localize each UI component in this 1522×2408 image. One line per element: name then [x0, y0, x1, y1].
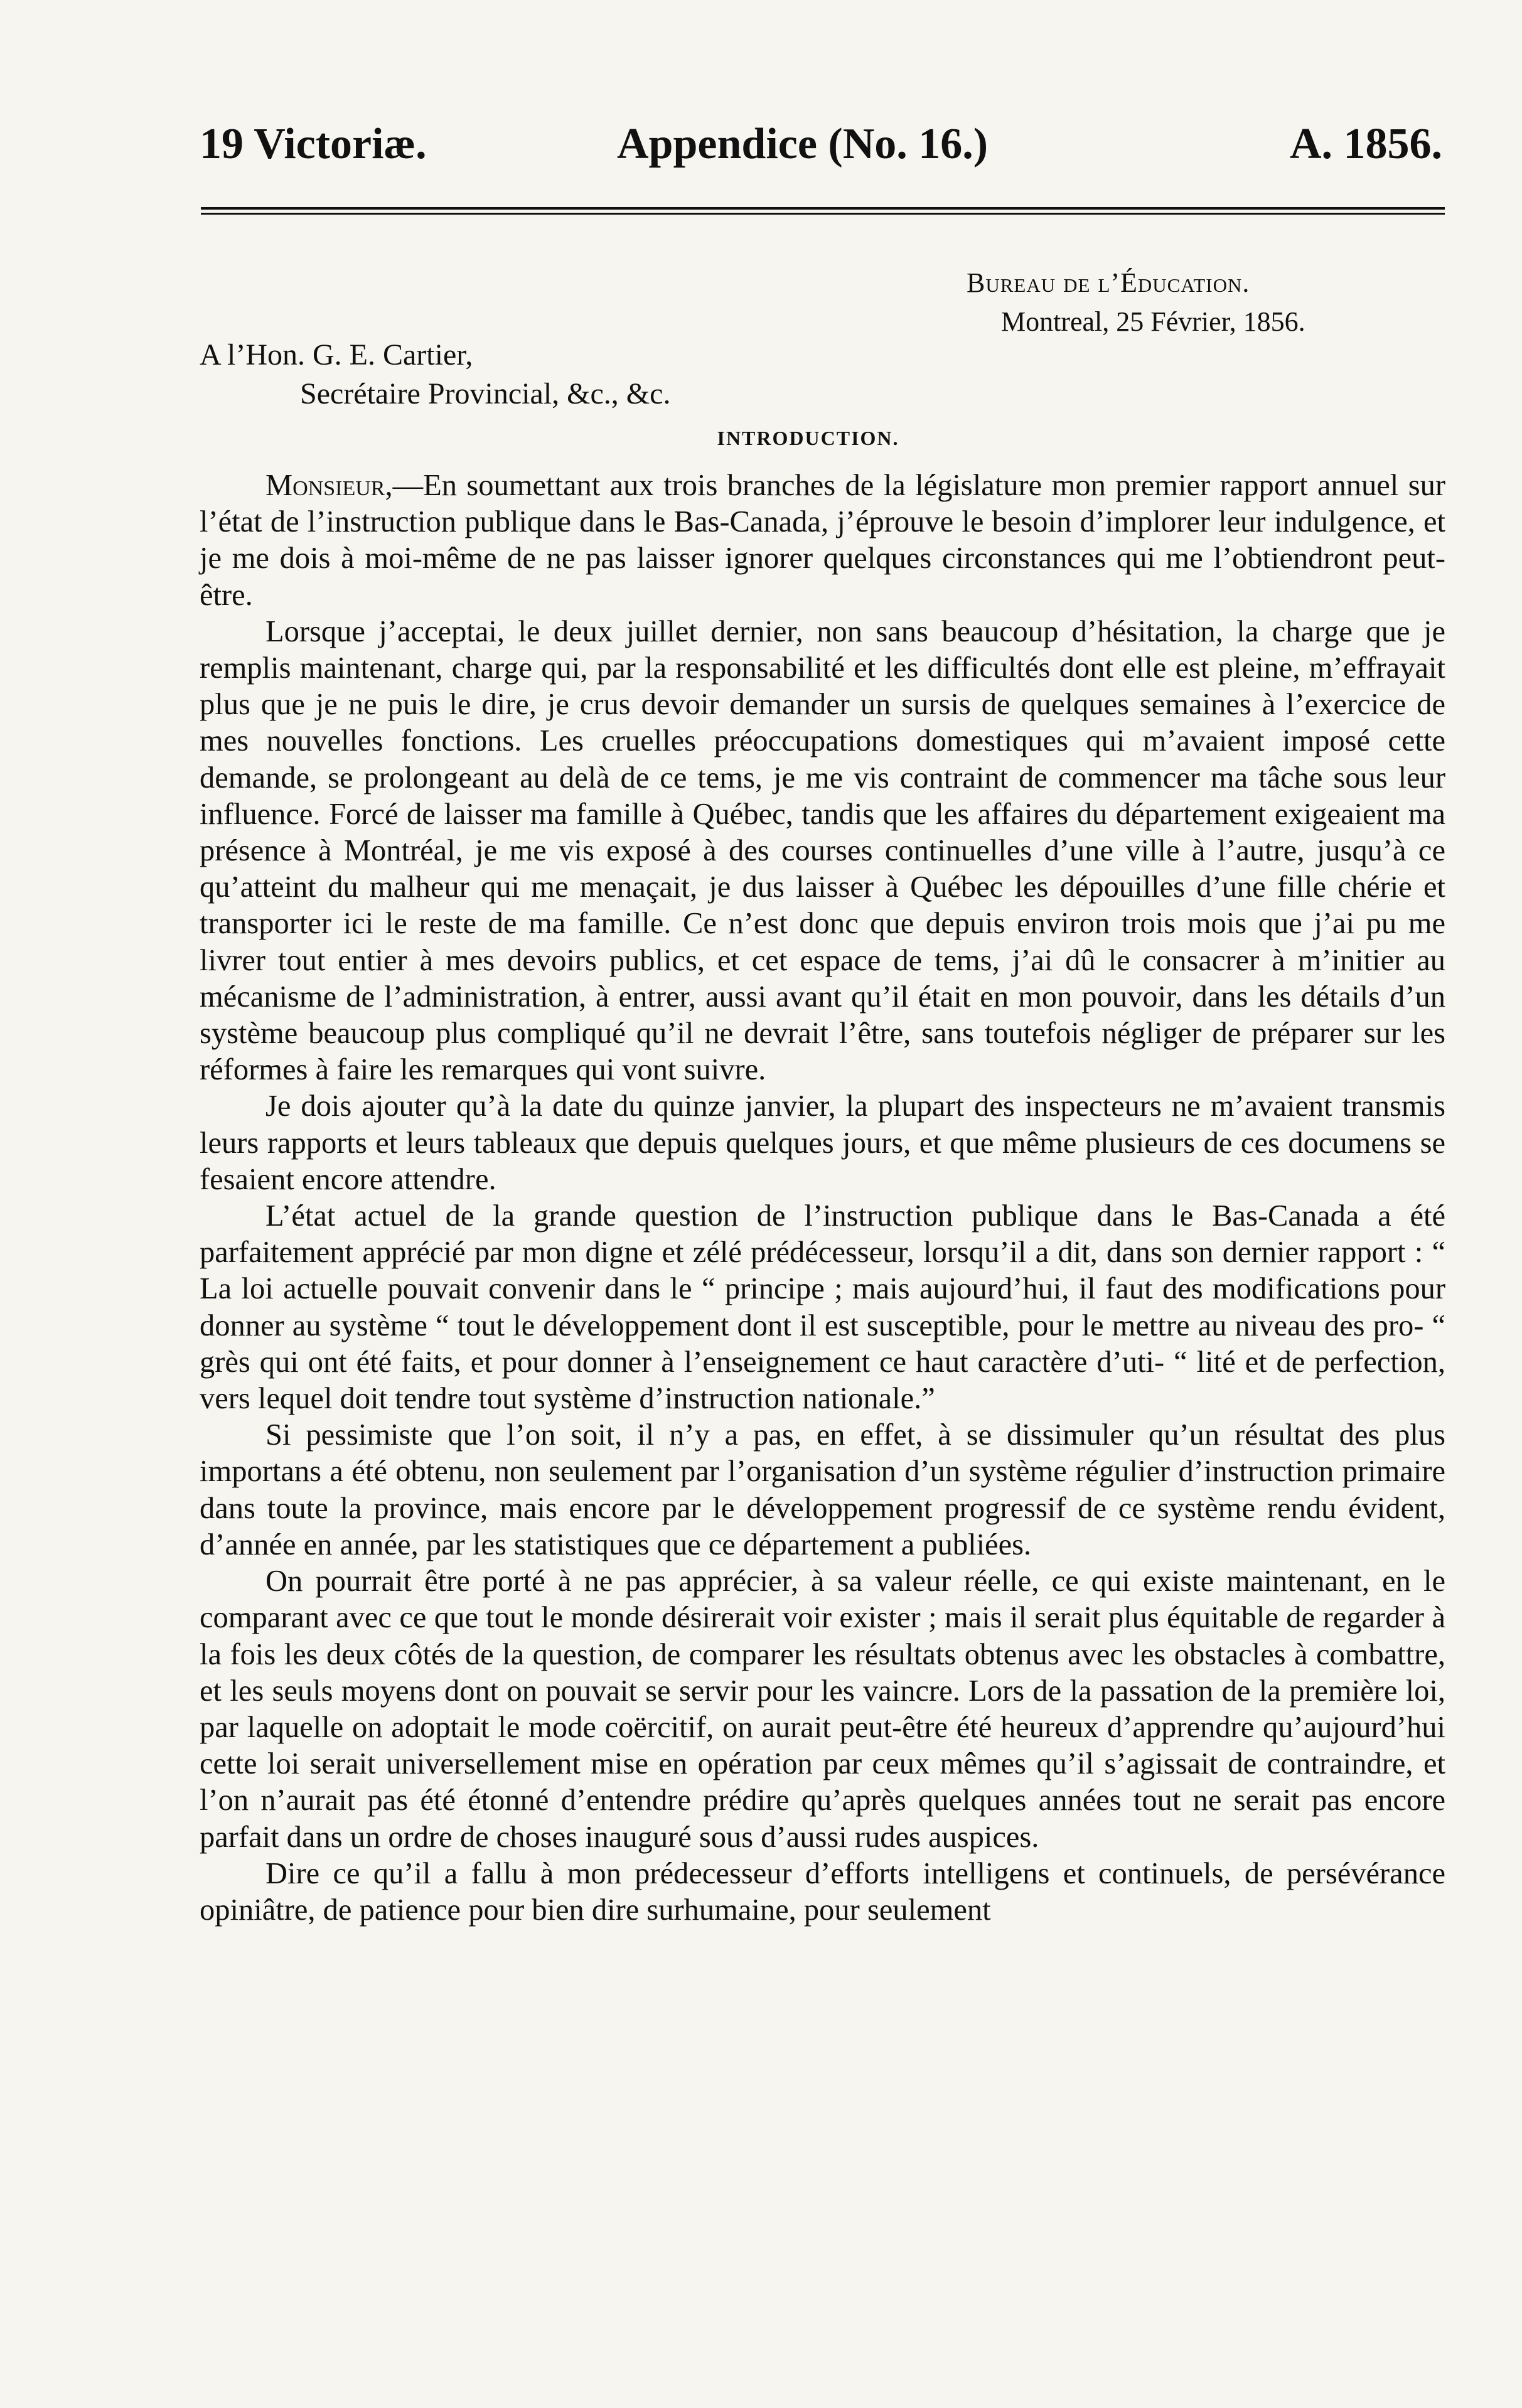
- paragraph: On pourrait être porté à ne pas apprécier, à sa valeur réelle, ce qui existe maintenant, en le comparant avec ce que tout le monde désirerait voir exister ; mais il serait plus équitable de regarder à la fois les deux côtés de la question, de comparer les résultats obtenus avec les obstacles à combattre, et les seuls moyens dont on pouvait se servir pour les vaincre. Lors de la passation de la première loi, par laquelle on adoptait le mode coërcitif, on aurait peut-être été heureux d’apprendre qu’aujourd’hui cette loi serait universellement mise en opération par ceux mêmes qu’il s’agissait de contraindre, et l’on n’aurait pas été étonné d’entendre prédire qu’après quelques années tout ne serait pas encore parfait dans un ordre de choses inauguré sous d’aussi rudes auspices.: [200, 1565, 1445, 1854]
- paragraph: [200, 468, 1445, 614]
- paragraph: Dire ce qu’il a fallu à mon prédecesseur d’efforts intelligens et continuels, de persévérance opiniâtre, de patience pour bien dire surhumaine, pour seulement: [200, 1856, 1445, 1927]
- running-header: [200, 119, 1442, 169]
- header-year: A. 1856.: [1289, 120, 1442, 168]
- header-appendix-number: Appendice (No. 16.): [617, 120, 989, 168]
- header-double-rule: [201, 207, 1445, 215]
- letterhead: [932, 264, 1422, 341]
- paragraph: Lorsque j’acceptai, le deux juillet dernier, non sans beaucoup d’hésitation, la charge que je remplis maintenant, charge qui, par la responsabilité et les difficultés dont elle est pleine, m’effrayait plus que je ne puis le dire, je crus devoir demander un sursis de quelques semaines à l’exercice de mes nouvelles fonctions. Les cruelles préoccupations domestiques qui m’avaient imposé cette demande, se prolongeant au delà de ce tems, je me vis contraint de commencer ma tâche sous leur influence. Forcé de laisser ma famille à Québec, tandis que les affaires du département exigeaient ma présence à Montréal, je me vis exposé à des courses continuelles d’une ville à l’autre, jusqu’à ce qu’atteint du malheur qui me menaçait, je dus laisser à Québec les dépouilles d’une fille chérie et transporter ici le reste de ma famille. Ce n’est donc que depuis environ trois mois que j’ai pu me livrer tout entier à mes devoirs publics, et cet espace de tems, j’ai dû le consacrer à m’initier au mécanisme de l’administration, à entrer, aussi avant qu’il était en mon pouvoir, dans les détails d’un système beaucoup plus compliqué qu’il ne devrait l’être, sans toutefois négliger de préparer sur les réformes à faire les remarques qui vont suivre.: [200, 614, 1445, 1087]
- letter-body: [200, 468, 1445, 1929]
- header-session: 19 Victoriæ.: [200, 120, 427, 168]
- addressee-title: Secrétaire Provincial, &c., &c.: [300, 377, 671, 410]
- section-heading: INTRODUCTION.: [717, 427, 899, 449]
- paragraph: L’état actuel de la grande question de l’instruction publique dans le Bas-Canada a été parfaitement apprécié par mon digne et zélé prédécesseur, lorsqu’il a dit, dans son dernier rapport : “ La loi actuelle pouvait convenir dans le “ principe ; mais aujourd’hui, il faut des modifications pour donner au système “ tout le développement dont il est susceptible, pour le mettre au niveau des pro- “ grès qui ont été faits, et pour donner à l’enseignement ce haut caractère d’uti- “ lité et de perfection, vers lequel doit tendre tout système d’instruction nationale.”: [200, 1199, 1445, 1416]
- paragraph-text: En soumettant aux trois branches de la législature mon premier rapport annuel sur l’état de l’instruction publique dans le Bas-Canada, j’éprouve le besoin d’implorer leur indulgence, et je me dois à moi-même de ne pas laisser ignorer quelques circonstances qui me l’obtiendront peut-être.: [200, 469, 1445, 612]
- paragraph: Je dois ajouter qu’à la date du quinze janvier, la plupart des inspecteurs ne m’avaient transmis leurs rapports et leurs tableaux que depuis quelques jours, et que même plusieurs de ces documens se fesaient encore attendre.: [200, 1089, 1445, 1196]
- addressee-block: [200, 336, 670, 414]
- paragraph: Si pessimiste que l’on soit, il n’y a pas, en effet, à se dissimuler qu’un résultat des plus importans a été obtenu, non seulement par l’organisation d’un système régulier d’instruction primaire dans toute la province, mais encore par le développement progressif de ce système rendu évident, d’année en année, par les statistiques que ce département a publiées.: [200, 1418, 1445, 1561]
- place-and-date: Montreal, 25 Février, 1856.: [1001, 306, 1305, 337]
- addressee-name: A l’Hon. G. E. Cartier,: [200, 338, 473, 372]
- salutation: Monsieur,—: [265, 469, 424, 502]
- office-name: Bureau de l’Éducation.: [967, 267, 1250, 298]
